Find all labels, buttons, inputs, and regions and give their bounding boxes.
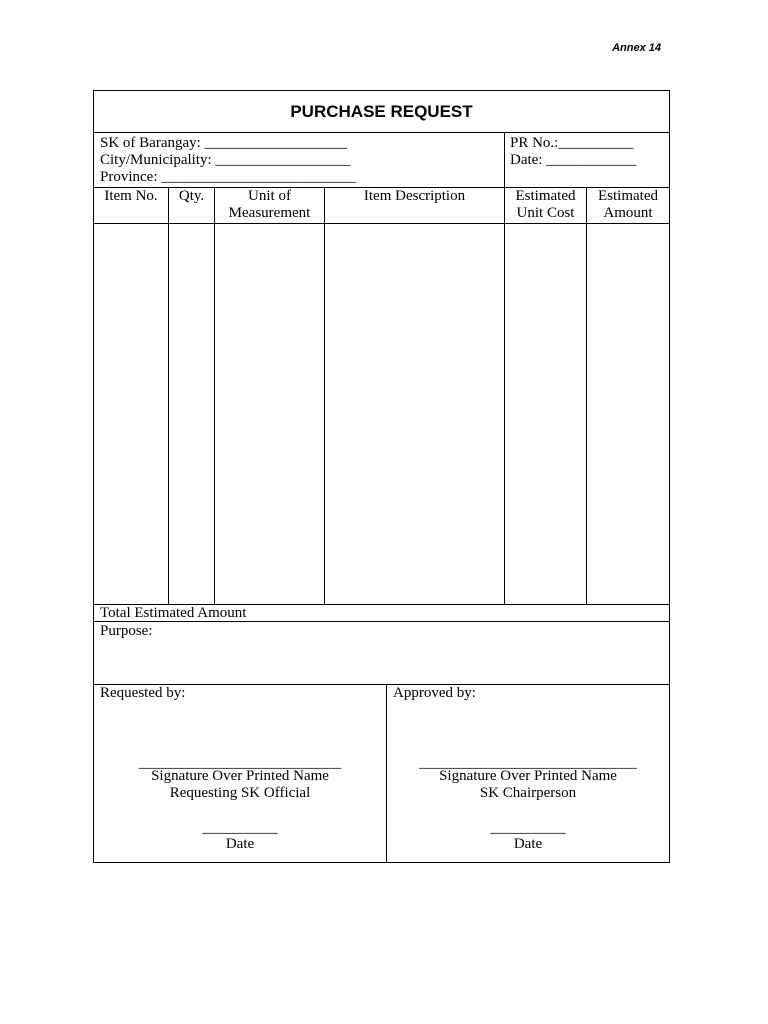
form-title: PURCHASE REQUEST xyxy=(290,102,473,121)
column-divider xyxy=(168,187,169,604)
divider xyxy=(94,132,669,133)
column-divider xyxy=(214,187,215,604)
approved-role: SK Chairperson xyxy=(479,785,577,801)
total-estimated-amount-label: Total Estimated Amount xyxy=(100,605,247,621)
approved-signature-label: Signature Over Printed Name xyxy=(439,768,617,784)
requested-signature-label: Signature Over Printed Name xyxy=(151,768,329,784)
col-header-amount: Estimated Amount xyxy=(598,188,658,221)
requested-signature-line: ___________________________ xyxy=(138,755,342,771)
city-field[interactable]: City/Municipality: __________________ xyxy=(100,152,351,168)
approved-by-label: Approved by: xyxy=(393,685,476,701)
date-field[interactable]: Date: ____________ xyxy=(510,152,637,168)
column-divider xyxy=(504,187,505,604)
purpose-label: Purpose: xyxy=(100,623,153,639)
col-header-unit: Unit of Measurement xyxy=(228,188,311,221)
divider xyxy=(94,621,669,622)
purchase-request-form xyxy=(93,90,670,863)
province-field[interactable]: Province: __________________________ xyxy=(100,169,357,185)
sk-barangay-field[interactable]: SK of Barangay: ___________________ xyxy=(100,135,348,151)
approved-date-line: __________ xyxy=(490,820,566,836)
col-header-item-no: Item No. xyxy=(104,188,158,204)
divider xyxy=(504,132,505,188)
col-header-description: Item Description xyxy=(363,188,466,204)
col-header-qty: Qty. xyxy=(178,188,205,204)
column-divider xyxy=(324,187,325,604)
divider xyxy=(94,223,669,224)
column-divider xyxy=(586,187,587,604)
approved-signature-line: _____________________________ xyxy=(419,755,637,771)
col-header-unit-cost: Estimated Unit Cost xyxy=(515,188,576,221)
requested-by-label: Requested by: xyxy=(100,685,186,701)
requested-date-label: Date xyxy=(225,836,255,852)
annex-label: Annex 14 xyxy=(612,42,661,54)
pr-no-field[interactable]: PR No.:__________ xyxy=(510,135,634,151)
requested-date-line: __________ xyxy=(202,820,278,836)
approved-date-label: Date xyxy=(513,836,543,852)
requested-role: Requesting SK Official xyxy=(169,785,311,801)
